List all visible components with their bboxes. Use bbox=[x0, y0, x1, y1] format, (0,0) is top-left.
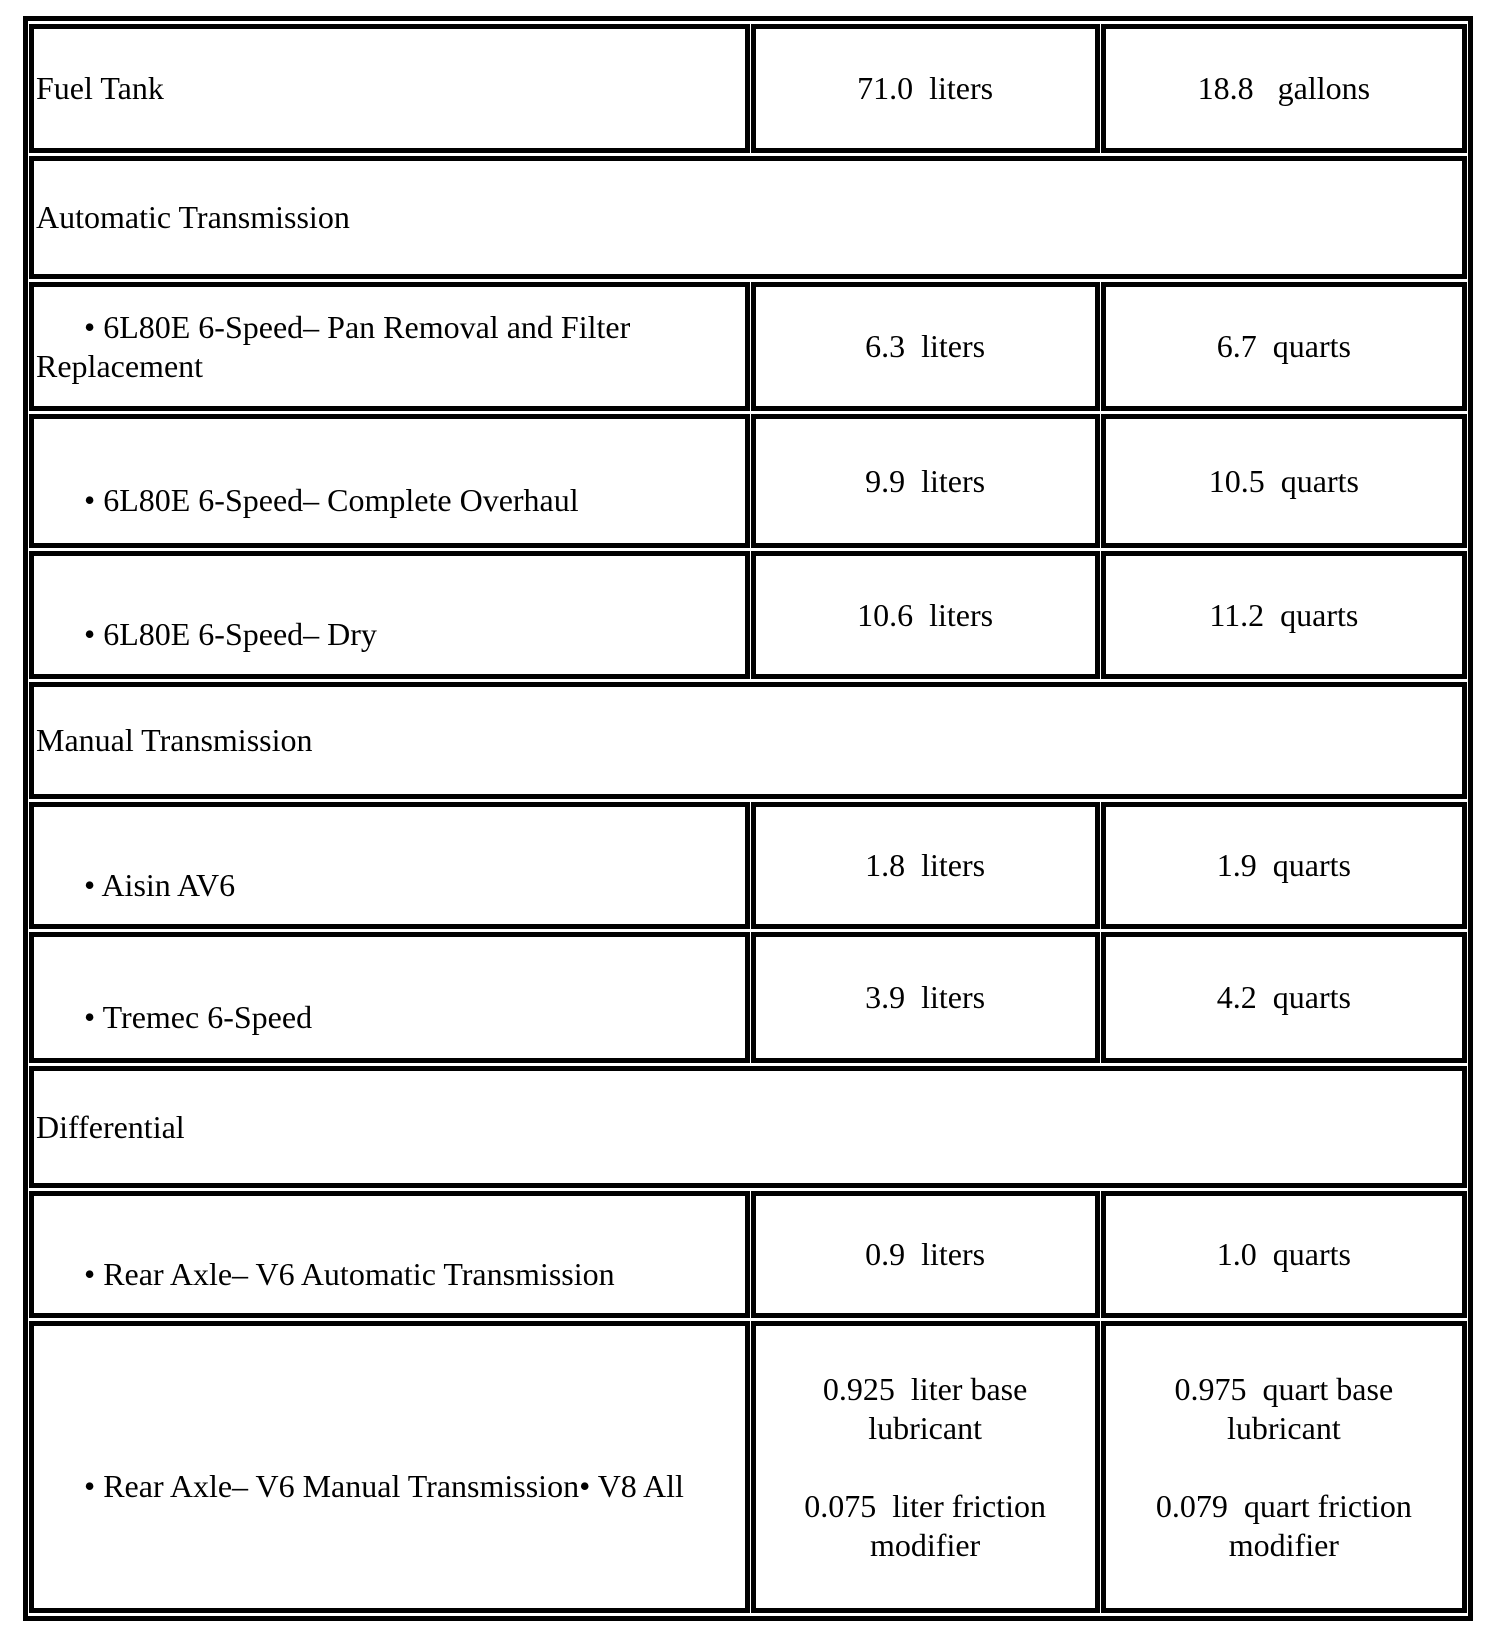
imperial-value-text: 1.0 quarts bbox=[1216, 1236, 1351, 1272]
row-label bbox=[29, 24, 750, 153]
section-row-automatic-transmission bbox=[29, 156, 1467, 279]
bullet-icon: • bbox=[84, 866, 96, 903]
fluid-capacities-table bbox=[23, 16, 1473, 1621]
imperial-value bbox=[1101, 24, 1467, 153]
imperial-value bbox=[1101, 282, 1467, 411]
imperial-value-text: 18.8 gallons bbox=[1197, 70, 1371, 106]
bullet-icon: • bbox=[84, 616, 96, 652]
row-label bbox=[29, 282, 750, 411]
row-label bbox=[29, 414, 750, 548]
table-row-rear-axle-v6-manual-v8-all bbox=[29, 1321, 1467, 1613]
bullet-icon: • bbox=[84, 1468, 96, 1504]
table-row-tremec-6-speed bbox=[29, 932, 1467, 1063]
metric-base-lubricant: 0.925 liter base lubricant bbox=[822, 1370, 1036, 1446]
metric-value-text: 1.8 liters bbox=[865, 847, 986, 883]
imperial-value bbox=[1101, 414, 1467, 548]
metric-value bbox=[751, 551, 1100, 679]
row-label bbox=[29, 551, 750, 679]
imperial-value bbox=[1101, 802, 1467, 929]
section-heading-text: Automatic Transmission bbox=[36, 199, 350, 235]
imperial-value-text: 6.7 quarts bbox=[1216, 328, 1351, 364]
table-row-6l80e-complete-overhaul bbox=[29, 414, 1467, 548]
row-label-text: 6L80E 6-Speed– Pan Removal and Filter Replacement bbox=[36, 308, 631, 384]
imperial-value-text: 11.2 quarts bbox=[1209, 596, 1359, 633]
table-row-aisin-av6 bbox=[29, 802, 1467, 929]
imperial-value bbox=[1101, 932, 1467, 1063]
metric-value-text: 9.9 liters bbox=[865, 462, 986, 499]
metric-value-text: 10.6 liters bbox=[857, 596, 994, 633]
bullet-icon: • bbox=[84, 998, 96, 1035]
bullet-icon: • bbox=[84, 482, 96, 518]
table-row-fuel-tank bbox=[29, 24, 1467, 153]
row-label bbox=[29, 932, 750, 1063]
metric-value-text: 6.3 liters bbox=[865, 328, 986, 364]
table-row-6l80e-pan-removal bbox=[29, 282, 1467, 411]
metric-value bbox=[751, 1321, 1100, 1613]
metric-value-text: 3.9 liters bbox=[865, 979, 986, 1015]
imperial-base-lubricant: 0.975 quart base lubricant bbox=[1174, 1370, 1402, 1446]
imperial-value-text: 10.5 quarts bbox=[1208, 462, 1359, 499]
imperial-value bbox=[1101, 1321, 1467, 1613]
table-row-6l80e-dry bbox=[29, 551, 1467, 679]
metric-value bbox=[751, 932, 1100, 1063]
section-heading-text: Differential bbox=[36, 1108, 185, 1145]
row-label-text: 6L80E 6-Speed– Dry bbox=[103, 616, 377, 652]
row-label-text: Tremec 6-Speed bbox=[102, 998, 313, 1035]
imperial-value-text: 1.9 quarts bbox=[1216, 847, 1351, 883]
imperial-value bbox=[1101, 1191, 1467, 1318]
imperial-friction-modifier: 0.079 quart friction modifier bbox=[1155, 1487, 1420, 1563]
bullet-icon: • bbox=[84, 1255, 96, 1292]
section-heading bbox=[29, 682, 1467, 799]
bullet-icon: • bbox=[84, 308, 96, 345]
row-label-text: Aisin AV6 bbox=[101, 866, 236, 903]
row-label bbox=[29, 802, 750, 929]
row-label-text: 6L80E 6-Speed– Complete Overhaul bbox=[103, 482, 579, 518]
section-heading bbox=[29, 156, 1467, 279]
table-row-rear-axle-v6-automatic bbox=[29, 1191, 1467, 1318]
metric-value bbox=[751, 1191, 1100, 1318]
imperial-value bbox=[1101, 551, 1467, 679]
metric-value-text: 0.9 liters bbox=[865, 1236, 986, 1272]
section-heading-text: Manual Transmission bbox=[36, 722, 313, 758]
row-label-text: Rear Axle– V6 Manual Transmission• V8 All bbox=[103, 1468, 684, 1504]
metric-value bbox=[751, 414, 1100, 548]
metric-friction-modifier: 0.075 liter friction modifier bbox=[804, 1487, 1054, 1563]
section-row-manual-transmission bbox=[29, 682, 1467, 799]
imperial-value-text: 4.2 quarts bbox=[1216, 979, 1351, 1015]
row-label bbox=[29, 1321, 750, 1613]
section-row-differential bbox=[29, 1066, 1467, 1188]
row-label-text: Fuel Tank bbox=[36, 70, 164, 106]
metric-value-text: 71.0 liters bbox=[857, 70, 994, 106]
row-label-text: Rear Axle– V6 Automatic Transmission bbox=[103, 1255, 615, 1292]
metric-value bbox=[751, 24, 1100, 153]
metric-value bbox=[751, 802, 1100, 929]
section-heading bbox=[29, 1066, 1467, 1188]
metric-value bbox=[751, 282, 1100, 411]
row-label bbox=[29, 1191, 750, 1318]
